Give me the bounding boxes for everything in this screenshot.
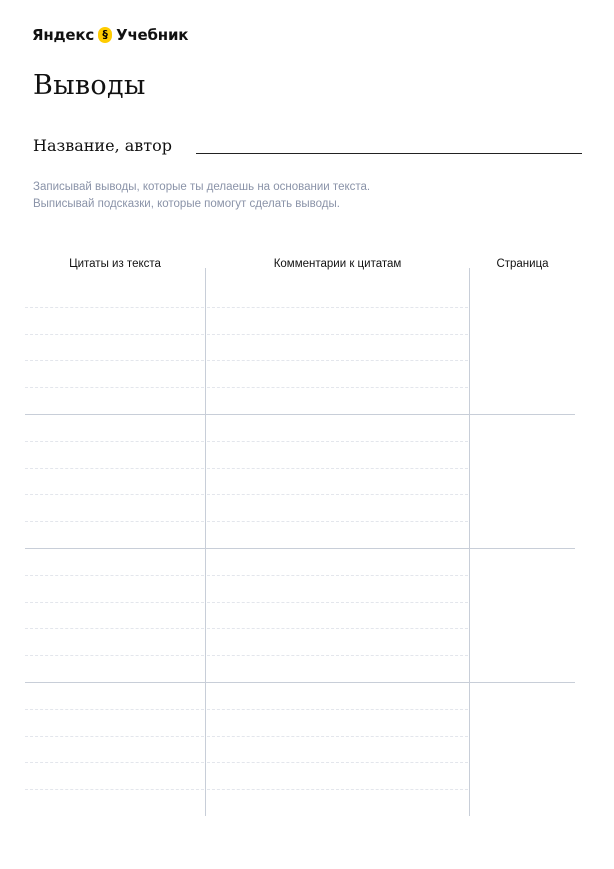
name-author-field[interactable] [196, 153, 582, 154]
writing-line[interactable] [25, 575, 204, 576]
writing-line[interactable] [207, 575, 468, 576]
column-divider-2 [469, 268, 470, 816]
writing-line[interactable] [207, 441, 468, 442]
writing-line[interactable] [25, 307, 204, 308]
yandex-uchebnik-logo [32, 26, 188, 44]
instructions [33, 179, 370, 213]
writing-line[interactable] [207, 709, 468, 710]
writing-line[interactable] [25, 762, 204, 763]
column-header-comments: Комментарии к цитатам [273, 258, 402, 270]
instruction-line-1: Записывай выводы, которые ты делаешь на основании текста. [33, 181, 371, 193]
writing-line[interactable] [207, 360, 468, 361]
writing-line[interactable] [25, 360, 204, 361]
writing-line[interactable] [207, 307, 468, 308]
writing-line[interactable] [207, 468, 468, 469]
writing-line[interactable] [207, 494, 468, 495]
writing-line[interactable] [25, 602, 204, 603]
writing-line[interactable] [25, 709, 204, 710]
row-divider-1 [25, 414, 575, 415]
writing-line[interactable] [207, 334, 468, 335]
writing-line[interactable] [25, 387, 204, 388]
writing-line[interactable] [207, 387, 468, 388]
column-header-quotes: Цитаты из текста [69, 258, 161, 270]
paragraph-badge-icon: § [98, 27, 112, 43]
writing-line[interactable] [25, 789, 204, 790]
writing-line[interactable] [207, 736, 468, 737]
instruction-line-2: Выписывай подсказки, которые помогут сделать выводы. [33, 198, 340, 210]
page-title: Выводы [33, 70, 146, 101]
column-header-page: Страница [496, 258, 549, 270]
brand-yandex: Яндекс [32, 26, 95, 44]
writing-line[interactable] [25, 441, 204, 442]
writing-line[interactable] [25, 494, 204, 495]
row-divider-3 [25, 682, 575, 683]
writing-line[interactable] [207, 762, 468, 763]
column-divider-1 [205, 268, 206, 816]
writing-line[interactable] [25, 628, 204, 629]
writing-line[interactable] [25, 468, 204, 469]
writing-line[interactable] [25, 736, 204, 737]
writing-line[interactable] [207, 789, 468, 790]
writing-line[interactable] [207, 602, 468, 603]
name-author-label: Название, автор [33, 136, 173, 155]
writing-line[interactable] [25, 655, 204, 656]
brand-uchebnik: Учебник [116, 26, 189, 44]
row-divider-2 [25, 548, 575, 549]
writing-line[interactable] [207, 628, 468, 629]
writing-line[interactable] [207, 521, 468, 522]
writing-line[interactable] [207, 655, 468, 656]
writing-line[interactable] [25, 521, 204, 522]
writing-line[interactable] [25, 334, 204, 335]
